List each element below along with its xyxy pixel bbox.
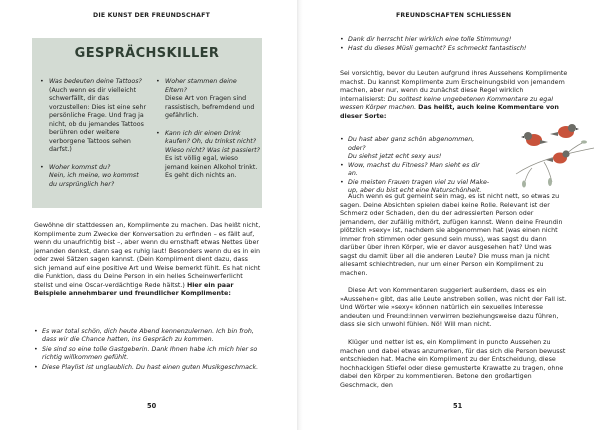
bullet: •: [340, 44, 344, 52]
question-text: Kann ich dir einen Drink kaufen? Oh, du trinkst nicht? Wieso nicht? Was ist passiert?: [165, 129, 260, 154]
body-paragraph: [34, 222, 262, 299]
bird-1: [521, 132, 548, 146]
paragraph-italic-text: Du solltest keine ungebetenen Kommentare zu egal wessen Körper machen.: [340, 95, 553, 111]
example-text: Dank dir herrscht hier wirklich eine tolle Stimmung!: [348, 36, 512, 43]
list-item: [340, 45, 564, 54]
answer-text: Nein, ich meine, wo kommst du ursprünglich her?: [49, 172, 139, 189]
paragraph-bold-text: Hier ein paar Beispiele annehmbarer und freundlicher Komplimente:: [34, 281, 234, 297]
body-paragraph: Auch wenn es gut gemeint sein mag, es ist nicht nett, so etwas zu sagen. Deine Absichten spielen dabei keine Rolle. Relevant ist der Schmerz oder Schaden, den du der adressierten Person oder jemandem, der zufällig mithört, zufügen kannst. Wenn deine Freundin plötzlich »sexy« ist, nachdem sie abgenommen hat (was einen nicht immer froh stimmen oder gesund sein muss), was sagst du dann darüber über ihren Körper, wie er davor ausgesehen hat? Und was sagst du damit über all die anderen Leute? Die muss man ja nicht allesamt schlechtreden, nur um einer Person ein Kompliment zu machen.: [340, 193, 563, 277]
right-page: [304, 0, 600, 430]
paragraph-text: Sei vorsichtig, bevor du Leuten aufgrund ihres Aussehens Komplimente machst. Du kannst Komplimente zum Erscheinungsbild von jemandem machen, aber nur, wenn du zunächst diese Regel wirklich internalisierst:: [340, 70, 568, 103]
compliment-examples: [34, 328, 262, 373]
bullet: •: [34, 345, 38, 353]
list-item: [340, 36, 564, 45]
left-page: [0, 0, 296, 430]
list-item: [40, 78, 148, 155]
answer-text: (Auch wenn es dir vielleicht schwerfällt, dir das vorzustellen: Dies ist eine sehr persönliche Frage. Und frag ja nicht, ob du jemandes Tattoos berühren oder weitere verborgene Tattoos sehen darfst.): [49, 86, 147, 154]
list-item: [34, 328, 262, 345]
branch: [516, 142, 594, 184]
page-number-right: 51: [453, 402, 463, 410]
body-paragraph: Klüger und netter ist es, ein Kompliment in puncto Aussehen zu machen und dabei etwas anzumerken, für das sich die Person bewusst entschieden hat. Mache ein Kompliment zu der Entscheidung, diese hochhackigen Stiefel oder diese gemusterte Krawatte zu tragen, ohne dabei den Körper zu kommentieren. Betone den großartigen Geschmack, den: [340, 339, 566, 389]
list-item: [340, 153, 490, 162]
list-item: [156, 78, 260, 121]
bullet: •: [40, 78, 44, 85]
list-item: [34, 346, 262, 363]
tip-box-title: GESPRÄCHSKILLER: [74, 46, 220, 61]
question-text: Woher kommst du?: [49, 163, 111, 171]
page-number-left: 50: [147, 402, 157, 410]
list-item: [340, 136, 490, 153]
bullet: •: [340, 178, 344, 186]
body-paragraph: Diese Art von Kommentaren suggeriert außerdem, dass es ein »Aussehen« gibt, das alle Leute anstreben sollen, was nicht der Fall ist. Und Wörter wie »sexy« können natürlich ein sexuelles Interesse andeuten und Freund:innen verwirren beziehungsweise dazu führen, dass sie sich unwohl fühlen. Nö! Will man nicht.: [340, 287, 567, 328]
paragraph-bold-text: Das heißt, auch keine Kommentare von dieser Sorte:: [340, 104, 559, 120]
leaves: [522, 140, 587, 187]
bad-comments-list: [340, 136, 490, 196]
tip-box: [32, 38, 262, 208]
answer-text: Diese Art von Fragen sind rassistisch, befremdend und gefährlich.: [165, 95, 255, 120]
tip-box-column-1: [40, 78, 148, 190]
list-item: [156, 130, 260, 181]
bird-3: [546, 150, 570, 163]
birds-illustration: [514, 112, 596, 192]
example-text: Es war total schön, dich heute Abend kennenzulernen. Ich bin froh, dass wir die Chance hatten, ins Gespräch zu kommen.: [42, 328, 254, 344]
example-text: Die meisten Frauen tragen viel zu viel Make-up, aber du bist echt eine Naturschönheit.: [348, 178, 490, 194]
bullet: •: [340, 36, 344, 43]
question-text: Was bedeuten deine Tattoos?: [49, 78, 142, 85]
running-head-left: DIE KUNST DER FREUNDSCHAFT: [93, 12, 210, 19]
list-item: [34, 364, 262, 372]
example-text: Wow, machst du Fitness? Man sieht es dir an.: [348, 161, 480, 177]
paragraph-text: Gewöhne dir stattdessen an, Komplimente zu machen. Das heißt nicht, Komplimente zum Zwecke der Konversation zu erfinden – es fällt auf, wenn du unaufrichtig bist –, aber wenn du ernsthaft etwas Nettes über jemanden denkst, dann sag es ruhig laut! Besonders wenn du es in ein oder zwei Sätzen sagen kannst. (Dein Kompliment dient dazu, dass sich jemand auf eine positive Art und Weise bemerkt fühlt. Es hat nicht die Funktion, dass du Deine Person in ein helles Scheinwerferlicht stellst und eine Oscar-verdächtige Rede hältst.): [34, 222, 261, 289]
bullet: •: [40, 163, 44, 171]
example-text: Hast du dieses Müsli gemacht? Es schmeckt fantastisch!: [348, 44, 527, 52]
list-item: [40, 164, 148, 190]
bird-2: [550, 124, 579, 138]
book-gutter: [297, 0, 303, 430]
bullet: •: [34, 328, 38, 335]
bullet: •: [156, 78, 160, 85]
bullet: •: [340, 136, 344, 143]
example-text: Sie sind so eine tolle Gastgeberin. Dank Ihnen habe ich mich hier so richtig willkommen gefühlt.: [42, 345, 258, 362]
tip-box-column-2: [156, 78, 260, 181]
bullet: •: [156, 129, 160, 137]
answer-text: Es ist völlig egal, wieso jemand keinen Alkohol trinkt. Es geht dich nichts an.: [165, 155, 258, 180]
bullet: •: [34, 363, 38, 371]
list-item: [340, 162, 490, 179]
question-text: Woher stammen deine Eltern?: [165, 78, 237, 94]
example-text: Diese Playlist ist unglaublich. Du hast einen guten Musikgeschmack.: [42, 363, 259, 371]
bullet: •: [340, 161, 344, 169]
example-text: Du hast aber ganz schön abgenommen, oder?: [348, 136, 475, 152]
example-text: Du siehst jetzt echt sexy aus!: [348, 153, 442, 160]
running-head-right: FREUNDSCHAFTEN SCHLIESSEN: [396, 12, 512, 19]
good-compliments-list: [340, 36, 564, 53]
